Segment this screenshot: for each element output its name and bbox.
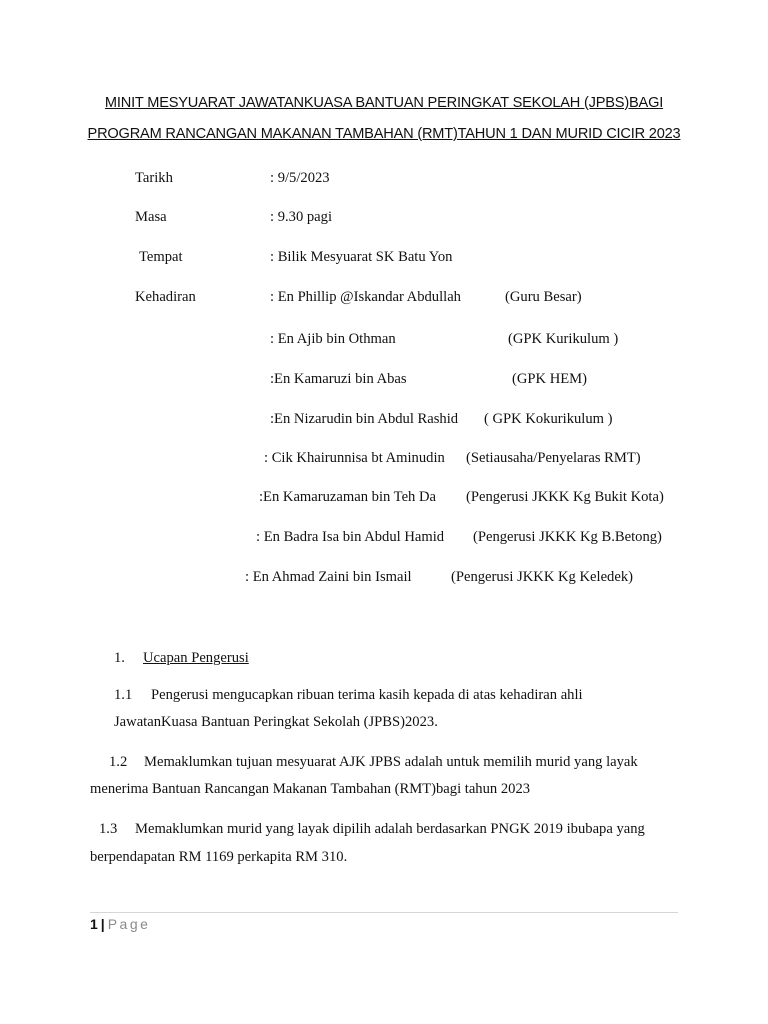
attendee-name: : En Phillip @Iskandar Abdullah	[270, 289, 461, 305]
item-text-line: berpendapatan RM 1169 perkapita RM 310.	[90, 849, 348, 865]
attendee-role: (Guru Besar)	[505, 289, 582, 305]
item-text-line: menerima Bantuan Rancangan Makanan Tambahan (RMT)bagi tahun 2023	[90, 781, 531, 797]
attendee-role: (Pengerusi JKKK Kg Bukit Kota)	[466, 489, 664, 505]
section-heading: Ucapan Pengerusi	[143, 650, 249, 666]
attendee-role: (Setiausaha/Penyelaras RMT)	[466, 450, 641, 466]
footer-divider	[90, 912, 678, 913]
page-label: Page	[107, 916, 151, 932]
item-text-line: Pengerusi mengucapkan ribuan terima kasih kepada di atas kehadiran ahli	[151, 687, 583, 703]
document-title-line-2: PROGRAM RANCANGAN MAKANAN TAMBAHAN (RMT)TAHUN 1 DAN MURID CICIR 2023	[87, 126, 681, 142]
attendee-name: : En Ahmad Zaini bin Ismail	[245, 569, 412, 585]
attendee-name: : En Ajib bin Othman	[270, 331, 396, 347]
kehadiran-label: Kehadiran	[135, 289, 196, 305]
attendee-role: (Pengerusi JKKK Kg B.Betong)	[473, 529, 662, 545]
footer-separator: |	[100, 916, 105, 932]
attendee-role: (Pengerusi JKKK Kg Keledek)	[451, 569, 633, 585]
masa-label: Masa	[135, 209, 167, 225]
attendee-name: : Cik Khairunnisa bt Aminudin	[264, 450, 445, 466]
section-number: 1.	[114, 650, 125, 666]
tempat-value: : Bilik Mesyuarat SK Batu Yon	[270, 249, 453, 265]
attendee-role: (GPK HEM)	[512, 371, 587, 387]
attendee-name: :En Kamaruzaman bin Teh Da	[259, 489, 437, 505]
attendee-name: : En Badra Isa bin Abdul Hamid	[256, 529, 445, 545]
item-number: 1.1	[114, 687, 133, 703]
attendee-name: :En Kamaruzi bin Abas	[270, 371, 407, 387]
item-text-line: JawatanKuasa Bantuan Peringkat Sekolah (JPBS)2023.	[114, 714, 438, 730]
item-number: 1.2	[109, 754, 128, 770]
page-footer	[90, 916, 150, 932]
document-title-line-1: MINIT MESYUARAT JAWATANKUASA BANTUAN PERINGKAT SEKOLAH (JPBS)BAGI	[104, 95, 664, 111]
tarikh-label: Tarikh	[135, 170, 173, 186]
tarikh-value: : 9/5/2023	[270, 170, 330, 186]
item-text-line: Memaklumkan murid yang layak dipilih adalah berdasarkan PNGK 2019 ibubapa yang	[135, 821, 645, 837]
item-number: 1.3	[99, 821, 118, 837]
page-number: 1	[90, 916, 98, 932]
masa-value: : 9.30 pagi	[270, 209, 333, 225]
tempat-label: Tempat	[139, 249, 183, 265]
attendee-role: ( GPK Kokurikulum )	[484, 411, 613, 427]
item-text-line: Memaklumkan tujuan mesyuarat AJK JPBS adalah untuk memilih murid yang layak	[144, 754, 638, 770]
attendee-name: :En Nizarudin bin Abdul Rashid	[270, 411, 459, 427]
attendee-role: (GPK Kurikulum )	[508, 331, 619, 347]
